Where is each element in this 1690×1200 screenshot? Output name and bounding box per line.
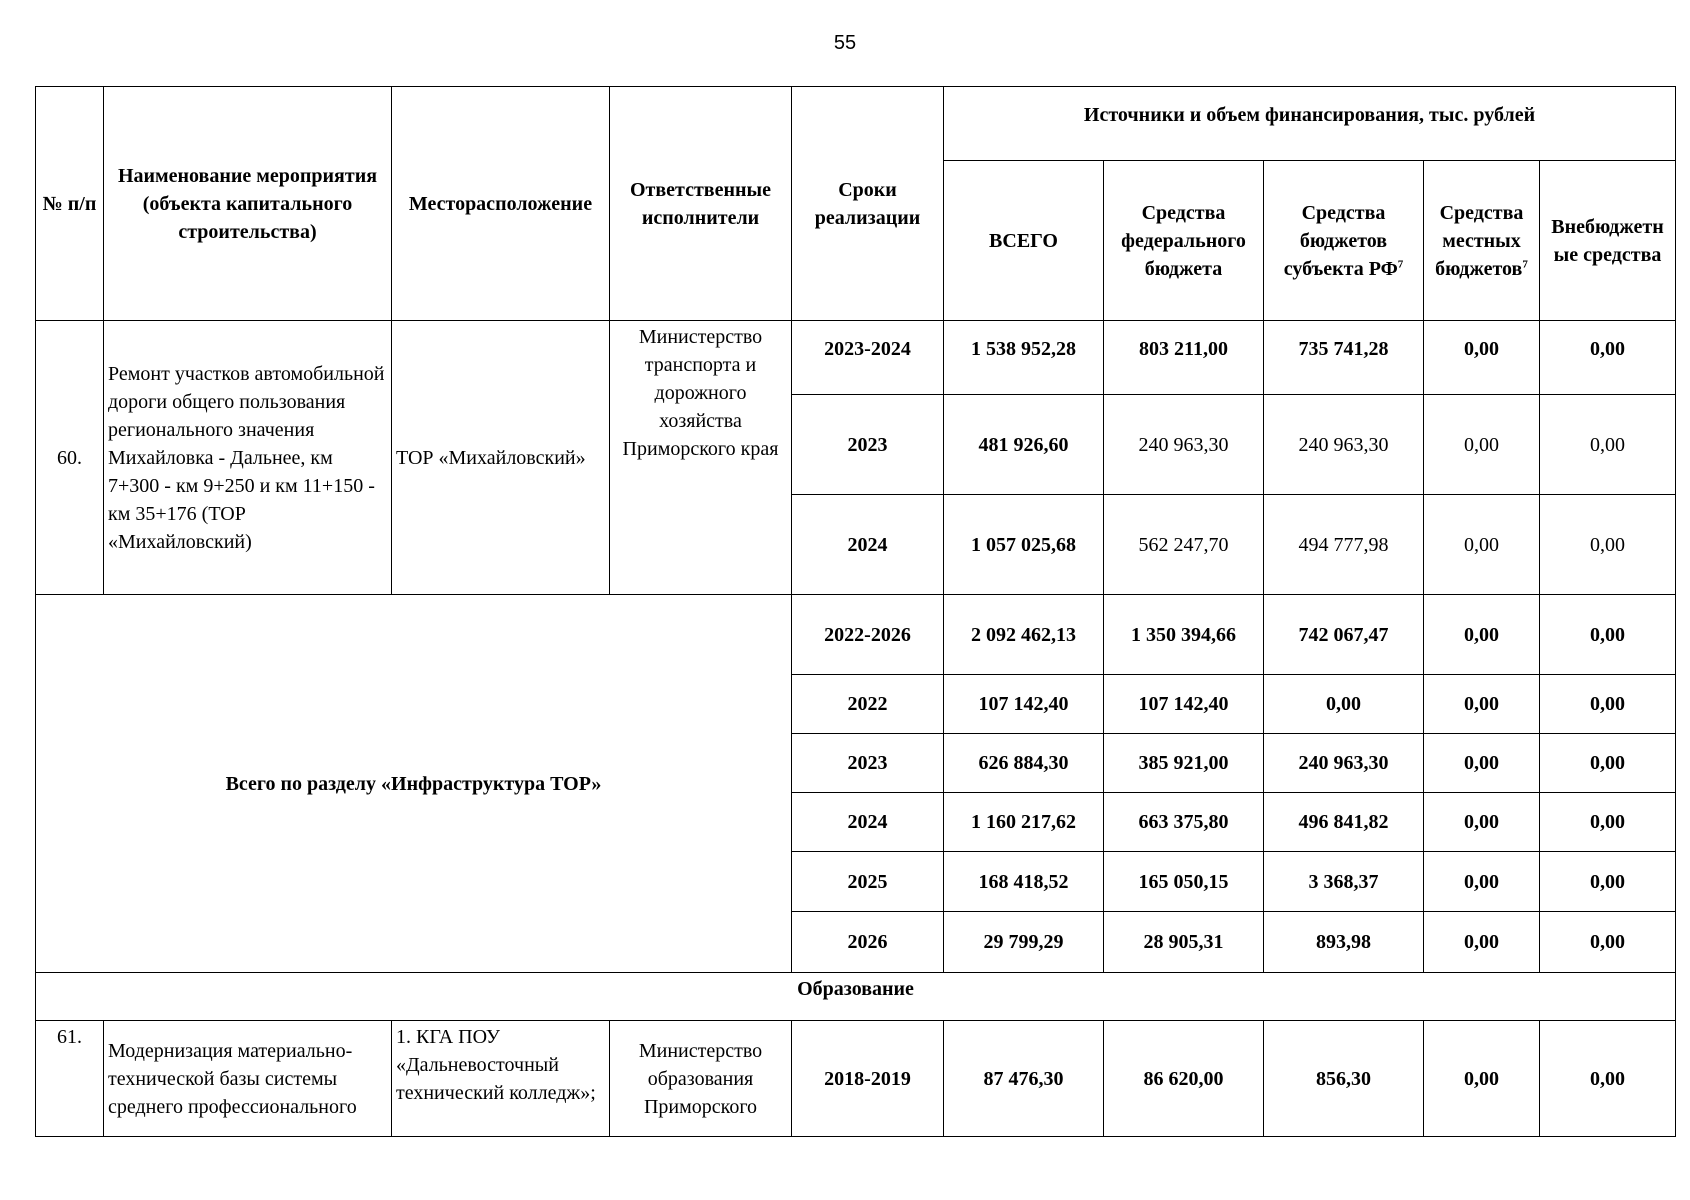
- header-regional-sup: 7: [1397, 257, 1404, 270]
- section-total-extra: 0,00: [1540, 852, 1676, 912]
- item60-regional: 735 741,28: [1264, 321, 1424, 395]
- item61-name: Модернизация материально-технической базы системы среднего профессионального: [104, 1021, 392, 1137]
- header-extrabudget: Внебюджетн ые средства: [1540, 161, 1676, 321]
- financing-table: [35, 86, 1676, 1137]
- item60-num: 60.: [36, 321, 104, 595]
- item60-extra: 0,00: [1540, 395, 1676, 495]
- header-local: [1424, 161, 1540, 321]
- section-total-period: 2024: [792, 793, 944, 852]
- table-row: [36, 973, 1676, 1021]
- section-education-heading: Образование: [36, 973, 1676, 1021]
- header-num: № п/п: [36, 87, 104, 321]
- table-row: [36, 595, 1676, 675]
- item61-total: 87 476,30: [944, 1021, 1104, 1137]
- section-total-federal: 385 921,00: [1104, 734, 1264, 793]
- item61-location: 1. КГА ПОУ «Дальневосточный технический колледж»;: [392, 1021, 610, 1137]
- section-total-extra: 0,00: [1540, 912, 1676, 973]
- item60-period: 2023-2024: [792, 321, 944, 395]
- item60-local: 0,00: [1424, 495, 1540, 595]
- section-total-total: 168 418,52: [944, 852, 1104, 912]
- section-total-regional: 240 963,30: [1264, 734, 1424, 793]
- section-total-total: 1 160 217,62: [944, 793, 1104, 852]
- item61-federal: 86 620,00: [1104, 1021, 1264, 1137]
- item60-local: 0,00: [1424, 395, 1540, 495]
- section-total-total: 107 142,40: [944, 675, 1104, 734]
- header-period: Сроки реализации: [792, 87, 944, 321]
- section-total-federal: 1 350 394,66: [1104, 595, 1264, 675]
- section-total-extra: 0,00: [1540, 734, 1676, 793]
- header-name: Наименование мероприятия (объекта капитального строительства): [104, 87, 392, 321]
- header-responsible: Ответственные исполнители: [610, 87, 792, 321]
- section-total-federal: 165 050,15: [1104, 852, 1264, 912]
- section-total-local: 0,00: [1424, 912, 1540, 973]
- header-local-text: Средства местных бюджетов: [1435, 201, 1524, 280]
- header-federal: Средства федерального бюджета: [1104, 161, 1264, 321]
- section-total-local: 0,00: [1424, 734, 1540, 793]
- section-total-extra: 0,00: [1540, 595, 1676, 675]
- item60-extra: 0,00: [1540, 321, 1676, 395]
- header-location: Месторасположение: [392, 87, 610, 321]
- section-total-total: 626 884,30: [944, 734, 1104, 793]
- section-total-period: 2023: [792, 734, 944, 793]
- item61-extra: 0,00: [1540, 1021, 1676, 1137]
- item60-extra: 0,00: [1540, 495, 1676, 595]
- item60-period: 2023: [792, 395, 944, 495]
- item60-regional: 494 777,98: [1264, 495, 1424, 595]
- item60-total: 1 538 952,28: [944, 321, 1104, 395]
- item60-federal: 240 963,30: [1104, 395, 1264, 495]
- section-total-period: 2026: [792, 912, 944, 973]
- page-number: 55: [833, 32, 857, 54]
- item60-responsible: Министерство транспорта и дорожного хозяйства Приморского края: [610, 321, 792, 595]
- table-row: [36, 321, 1676, 395]
- item60-name: Ремонт участков автомобильной дороги общего пользования регионального значения Михайловка - Дальнее, км 7+300 - км 9+250 и км 11+150 - км 35+176 (ТОР «Михайловский): [104, 321, 392, 595]
- section-total-local: 0,00: [1424, 595, 1540, 675]
- section-total-federal: 663 375,80: [1104, 793, 1264, 852]
- section-total-period: 2022: [792, 675, 944, 734]
- section-total-period: 2025: [792, 852, 944, 912]
- section-total-extra: 0,00: [1540, 793, 1676, 852]
- item60-regional: 240 963,30: [1264, 395, 1424, 495]
- header-regional: [1264, 161, 1424, 321]
- section-total-total: 2 092 462,13: [944, 595, 1104, 675]
- item60-federal: 562 247,70: [1104, 495, 1264, 595]
- section-total-local: 0,00: [1424, 852, 1540, 912]
- header-total: ВСЕГО: [944, 161, 1104, 321]
- section-total-label: Всего по разделу «Инфраструктура ТОР»: [36, 595, 792, 973]
- item61-regional: 856,30: [1264, 1021, 1424, 1137]
- section-total-local: 0,00: [1424, 675, 1540, 734]
- section-total-federal: 107 142,40: [1104, 675, 1264, 734]
- item61-num: 61.: [36, 1021, 104, 1137]
- section-total-period: 2022-2026: [792, 595, 944, 675]
- section-total-federal: 28 905,31: [1104, 912, 1264, 973]
- item61-local: 0,00: [1424, 1021, 1540, 1137]
- header-regional-text: Средства бюджетов субъекта РФ: [1283, 201, 1398, 280]
- item60-period: 2024: [792, 495, 944, 595]
- section-total-extra: 0,00: [1540, 675, 1676, 734]
- header-local-sup: 7: [1522, 257, 1528, 270]
- table-row: [36, 1021, 1676, 1137]
- item60-federal: 803 211,00: [1104, 321, 1264, 395]
- item61-period: 2018-2019: [792, 1021, 944, 1137]
- item60-location: ТОР «Михайловский»: [392, 321, 610, 595]
- section-total-regional: 496 841,82: [1264, 793, 1424, 852]
- item60-total: 481 926,60: [944, 395, 1104, 495]
- section-total-regional: 893,98: [1264, 912, 1424, 973]
- header-funding-group: Источники и объем финансирования, тыс. рублей: [944, 87, 1676, 161]
- item60-total: 1 057 025,68: [944, 495, 1104, 595]
- section-total-regional: 742 067,47: [1264, 595, 1424, 675]
- section-total-local: 0,00: [1424, 793, 1540, 852]
- item61-responsible: Министерство образования Приморского: [610, 1021, 792, 1137]
- section-total-total: 29 799,29: [944, 912, 1104, 973]
- section-total-regional: 3 368,37: [1264, 852, 1424, 912]
- section-total-regional: 0,00: [1264, 675, 1424, 734]
- item60-local: 0,00: [1424, 321, 1540, 395]
